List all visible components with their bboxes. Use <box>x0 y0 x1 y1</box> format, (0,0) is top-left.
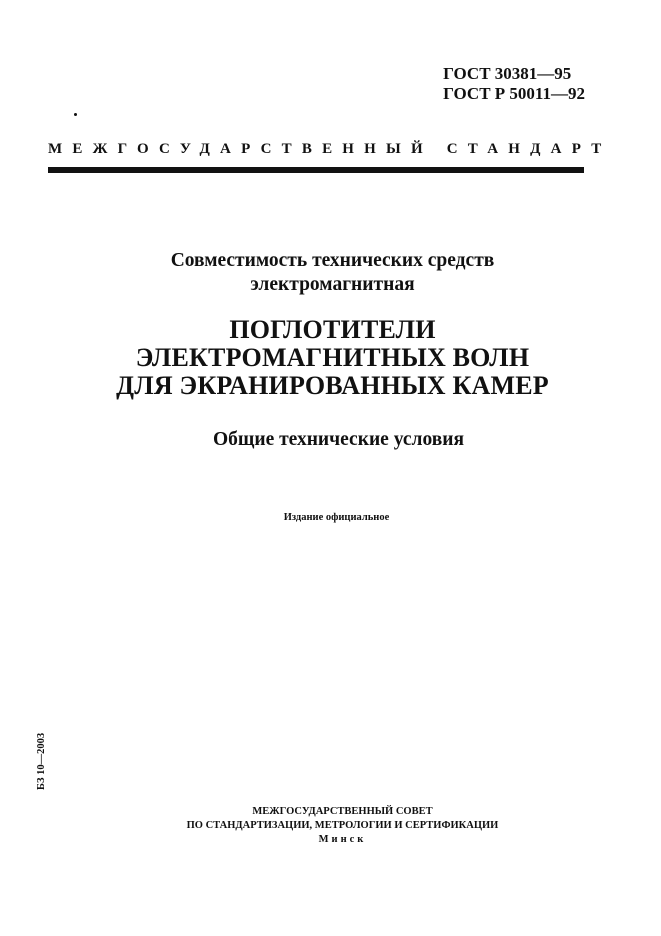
subtitle-line: электромагнитная <box>250 274 415 295</box>
gost-codes <box>443 64 585 104</box>
publisher-block <box>0 805 661 847</box>
gost-code-primary: ГОСТ 30381—95 <box>443 64 572 83</box>
edition-label: Издание официальное <box>283 512 390 523</box>
publisher-line: ПО СТАНДАРТИЗАЦИИ, МЕТРОЛОГИИ И СЕРТИФИКАЦИИ <box>186 820 499 831</box>
heading-rule <box>48 167 584 173</box>
decorative-dot <box>74 113 77 116</box>
title-line: ЭЛЕКТРОМАГНИТНЫХ ВОЛН <box>135 343 530 372</box>
document-title <box>0 316 661 400</box>
standard-type-heading: МЕЖГОСУДАРСТВЕННЫЙ СТАНДАРТ <box>48 141 612 157</box>
gost-code-secondary: ГОСТ Р 50011—92 <box>443 84 585 103</box>
subtitle-line: Совместимость технических средств <box>170 250 495 271</box>
title-line: ПОГЛОТИТЕЛИ <box>229 315 436 344</box>
technical-conditions: Общие технические условия <box>212 429 465 450</box>
title-line: ДЛЯ ЭКРАНИРОВАННЫХ КАМЕР <box>116 371 549 400</box>
publisher-city: Минск <box>318 834 367 845</box>
side-code: БЗ 10—2003 <box>36 732 47 790</box>
document-subtitle <box>0 249 661 297</box>
publisher-line: МЕЖГОСУДАРСТВЕННЫЙ СОВЕТ <box>252 806 433 817</box>
